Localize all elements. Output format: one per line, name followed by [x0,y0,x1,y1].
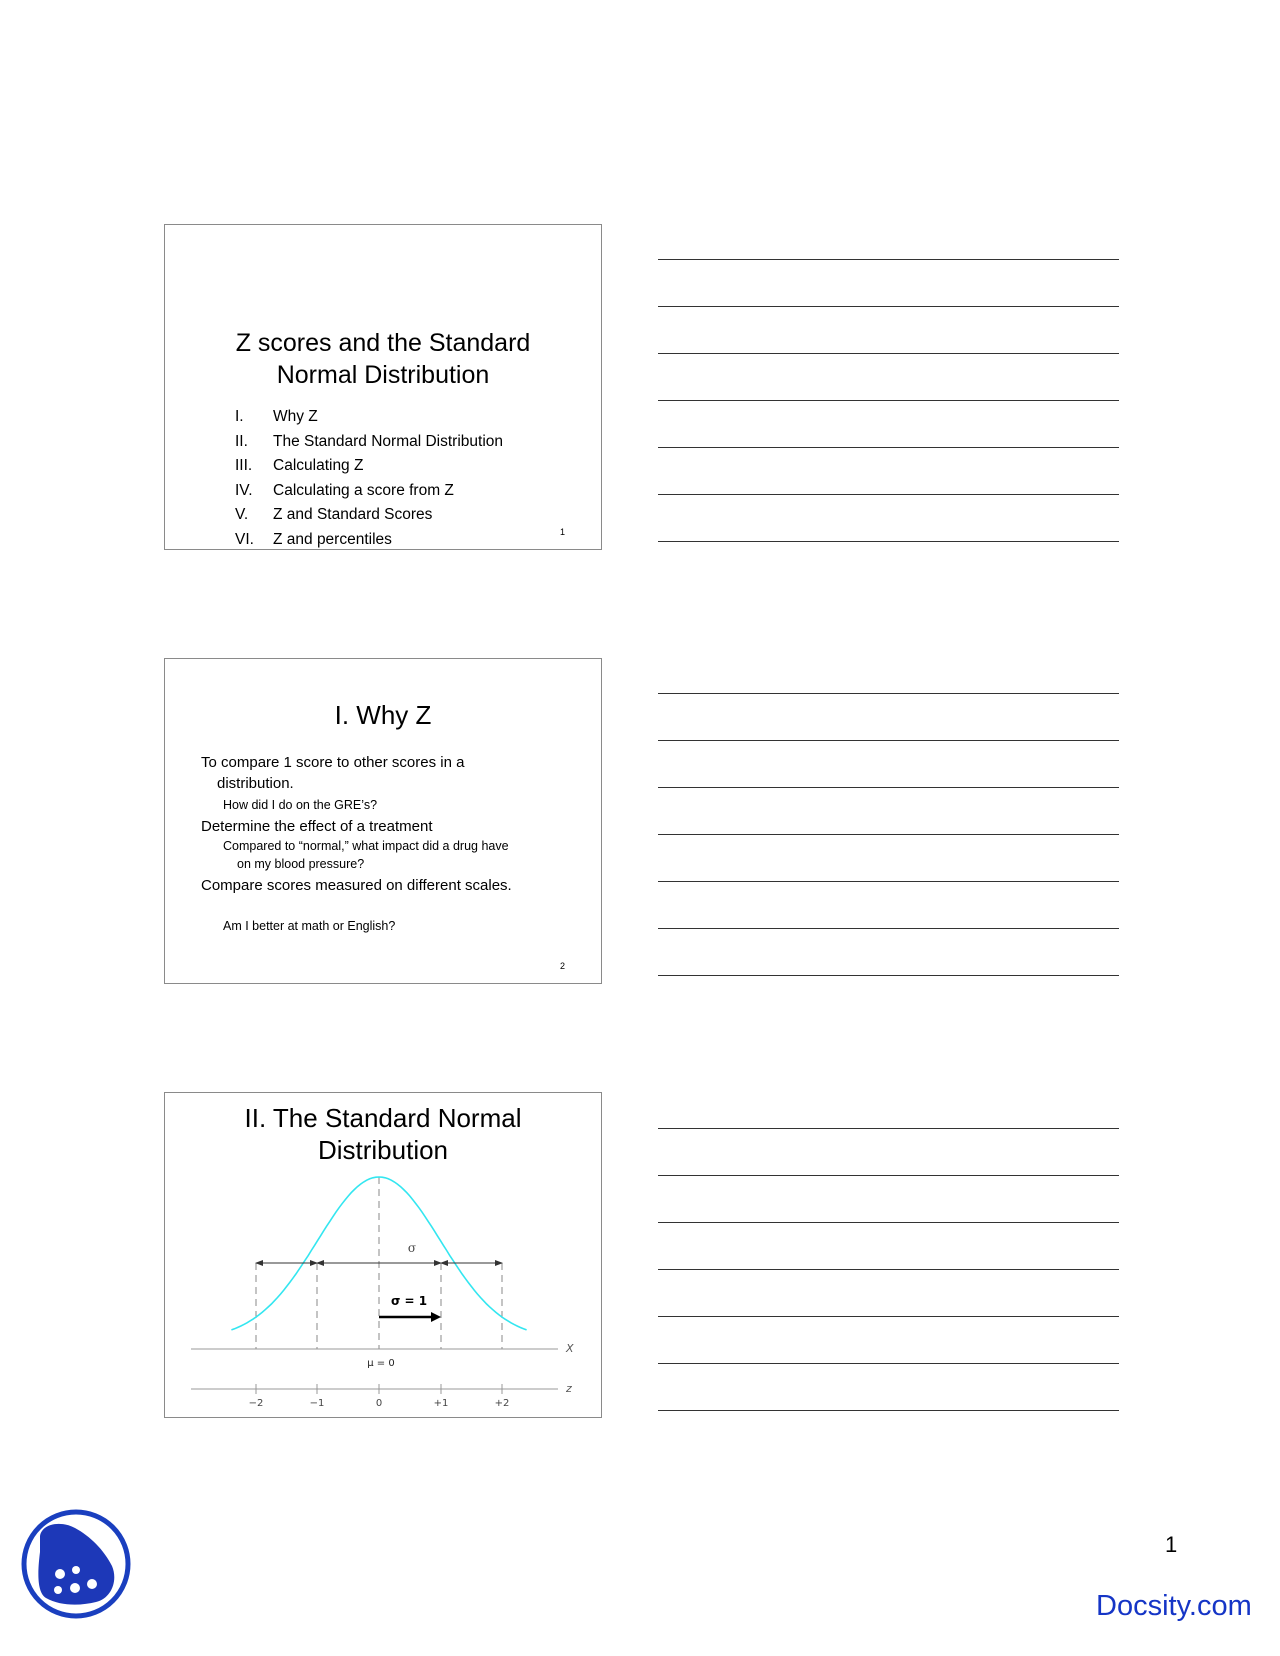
note-line [658,494,1119,495]
list-item: VI. Z and percentiles [235,530,392,548]
list-item: IV. Calculating a score from Z [235,481,454,499]
note-line [658,787,1119,788]
slide-2 [164,658,602,984]
note-line [658,1410,1119,1411]
z-tick-label: +1 [433,1398,449,1409]
outline-list [235,405,503,552]
slide-number: 2 [559,961,565,971]
mean-label: μ = 0 [367,1358,395,1369]
bullet: Determine the effect of a treatment [201,818,433,835]
slide-1 [164,224,602,550]
z-axis-label: z [566,1382,572,1395]
list-item: I. Why Z [235,408,318,425]
sub-bullet: Compared to “normal,” what impact did a drug have on my blood pressure? [223,839,509,871]
note-line [658,447,1119,448]
sub-bullet: Am I better at math or English? [223,919,396,933]
slide-2-body [201,752,581,935]
slide-3-title: II. The Standard Normal Distribution [244,1103,522,1165]
note-line [658,975,1119,976]
note-line [658,400,1119,401]
slide-3 [164,1092,602,1418]
sub-bullet: How did I do on the GRE’s? [223,798,378,812]
note-line [658,1363,1119,1364]
note-line [658,1316,1119,1317]
note-line [658,834,1119,835]
note-line [658,740,1119,741]
page-number: 1 [1165,1532,1178,1557]
note-line [658,693,1119,694]
slide-number: 1 [559,527,565,537]
brand-link[interactable]: Docsity.com [1096,1590,1252,1622]
sigma-arrow-head [431,1312,441,1322]
docsity-logo-icon [20,1508,132,1620]
z-tick-label: −2 [248,1398,264,1409]
note-line [658,1175,1119,1176]
note-line [658,928,1119,929]
note-line [658,1222,1119,1223]
note-line [658,541,1119,542]
note-line [658,1128,1119,1129]
note-line [658,1269,1119,1270]
x-axis-label: X [566,1342,574,1355]
list-item: II. The Standard Normal Distribution [235,432,504,450]
z-tick-label: +2 [494,1398,510,1409]
slide-1-title: Z scores and the Standard Normal Distribution [235,329,531,389]
z-tick-label: 0 [375,1398,383,1409]
list-item: III. Calculating Z [235,457,364,474]
bullet: Compare scores measured on different scales. [201,877,512,894]
z-tick-label: −1 [309,1398,325,1409]
note-line [658,306,1119,307]
bullet: To compare 1 score to other scores in a distribution. [201,754,465,792]
normal-distribution-figure [165,1093,601,1417]
sigma-label: σ [407,1241,417,1255]
sigma-equals-label: σ = 1 [391,1294,428,1308]
slide-2-title: I. Why Z [334,700,432,730]
note-line [658,259,1119,260]
list-item: V. Z and Standard Scores [235,506,433,523]
note-line [658,353,1119,354]
note-line [658,881,1119,882]
